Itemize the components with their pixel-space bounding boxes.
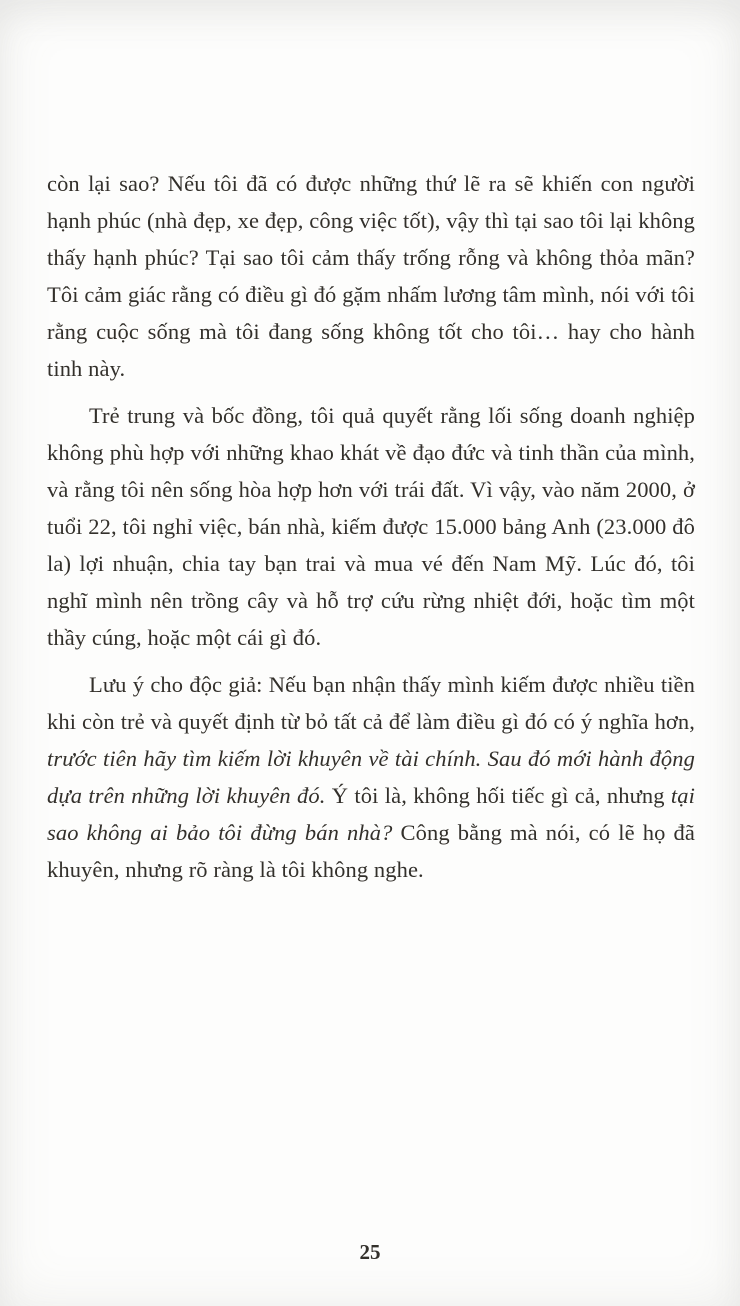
text-run-italic: trước tiên hãy tìm kiếm lời khuyên về tài chính. Sau đó mới hành động dựa trên những lời khuyên đó.: [47, 746, 695, 808]
paragraph: [47, 397, 695, 656]
paragraph: [47, 666, 695, 888]
page-number: 25: [359, 1240, 381, 1264]
text-run: Ý tôi là, không hối tiếc gì cả, nhưng: [325, 783, 671, 808]
text-run: Công bằng mà nói, có lẽ họ đã khuyên, nhưng rõ ràng là tôi không nghe.: [47, 820, 695, 882]
text-run: còn lại sao? Nếu tôi đã có được những thứ lẽ ra sẽ khiến con người hạnh phúc (nhà đẹp, xe đẹp, công việc tốt), vậy thì tại sao tôi lại không thấy hạnh phúc? Tại sao tôi cảm thấy trống rỗng và không thỏa mãn? Tôi cảm giác rằng có điều gì đó gặm nhấm lương tâm mình, nói với tôi rằng cuộc sống mà tôi đang sống không tốt cho tôi… hay cho hành tinh này.: [47, 171, 695, 381]
text-run: Trẻ trung và bốc đồng, tôi quả quyết rằng lối sống doanh nghiệp không phù hợp với những khao khát về đạo đức và tinh thần của mình, và rằng tôi nên sống hòa hợp hơn với trái đất. Vì vậy, vào năm 2000, ở tuổi 22, tôi nghỉ việc, bán nhà, kiếm được 15.000 bảng Anh (23.000 đô la) lợi nhuận, chia tay bạn trai và mua vé đến Nam Mỹ. Lúc đó, tôi nghĩ mình nên trồng cây và hỗ trợ cứu rừng nhiệt đới, hoặc tìm một thầy cúng, hoặc một cái gì đó.: [47, 403, 695, 650]
paragraph: [47, 165, 695, 387]
text-run-italic: tại sao không ai bảo tôi đừng bán nhà?: [47, 783, 695, 845]
page-text: [47, 165, 695, 898]
text-run: Lưu ý cho độc giả: Nếu bạn nhận thấy mình kiếm được nhiều tiền khi còn trẻ và quyết định từ bỏ tất cả để làm điều gì đó có ý nghĩa hơn,: [47, 672, 695, 734]
